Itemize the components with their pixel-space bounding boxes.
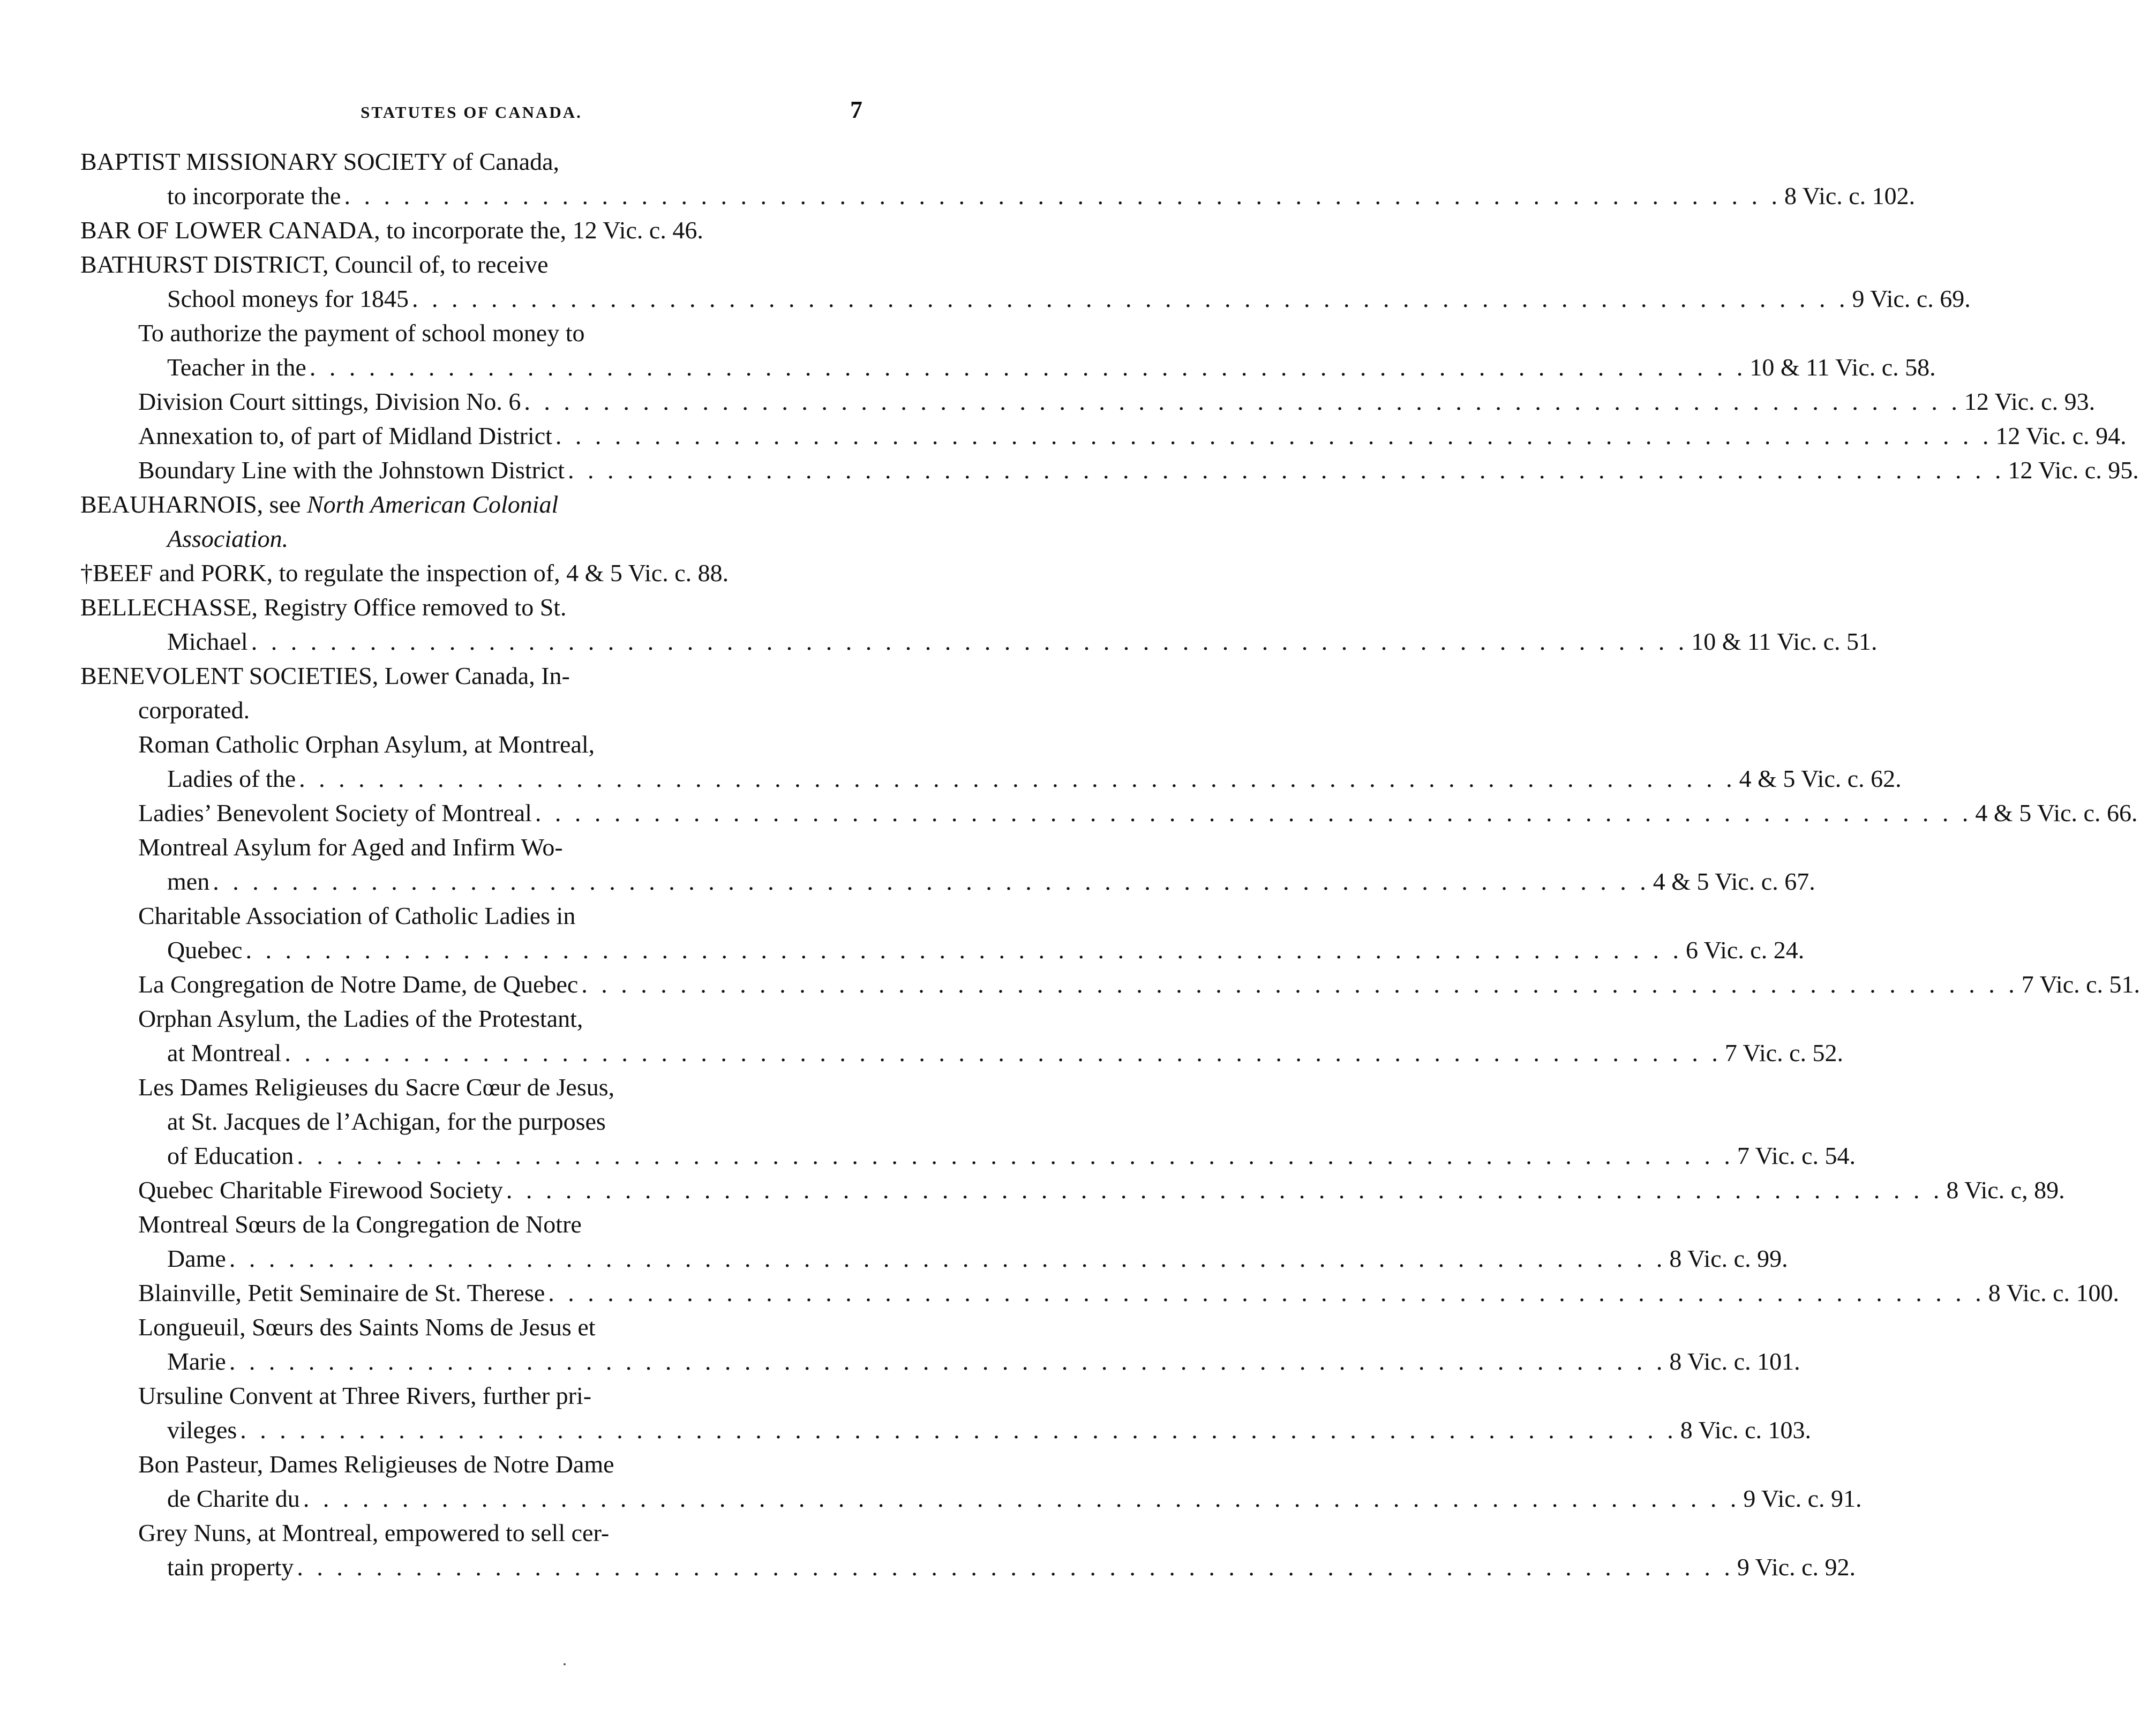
index-entry-line (80, 1070, 862, 1104)
index-entry-line (80, 350, 1936, 385)
entry-citation: 8 Vic. c, 89. (1946, 1176, 2065, 1204)
entry-text: Quebec Charitable Firewood Society (138, 1176, 503, 1204)
entry-text: Teacher in the (167, 354, 306, 381)
leader-dots: . . . . . . . . . . . . . . . . . . . . . . . . . . . . . . . . . . . . . . . . . . . . . . . . . . . . . . . . . . . . . . . . . . . . . . . . . (299, 765, 1736, 792)
index-entry-line (80, 762, 1902, 796)
entry-citation: 8 Vic. c. 103. (1680, 1416, 1812, 1444)
entry-text: Grey Nuns, at Montreal, empowered to sell cer- (138, 1519, 610, 1546)
entry-text: Charitable Association of Catholic Ladies in (138, 902, 576, 929)
entry-text: Montreal Sœurs de la Congregation de Notre (138, 1211, 582, 1238)
index-entry-line (80, 727, 862, 762)
entry-citation: 9 Vic. c. 92. (1737, 1553, 1856, 1581)
index-entry-line (80, 419, 2127, 453)
index-entry-line (80, 659, 862, 693)
index-entry-line (80, 933, 1805, 967)
entry-text: men (167, 868, 210, 895)
index-entry-line (80, 247, 862, 282)
entry-text: Longueuil, Sœurs des Saints Noms de Jesus et (138, 1313, 596, 1341)
index-entry-line (80, 145, 862, 179)
printer-speck (564, 1663, 566, 1665)
entry-text: Orphan Asylum, the Ladies of the Protestant, (138, 1005, 583, 1032)
running-head (80, 95, 862, 127)
entry-text: Annexation to, of part of Midland District (138, 422, 552, 449)
entry-text: Quebec (167, 936, 243, 964)
leader-dots: . . . . . . . . . . . . . . . . . . . . . . . . . . . . . . . . . . . . . . . . . . . . . . . . . . . . . . . . . . . . . . . . . . . . . . . . . (548, 1279, 1985, 1306)
index-entry-line (80, 1104, 862, 1139)
entry-heading: BELLECHASSE, Registry Office removed to St. (80, 593, 567, 621)
entry-citation: 8 Vic. c. 102. (1784, 182, 1916, 209)
entry-citation: 9 Vic. c. 91. (1743, 1485, 1862, 1512)
entry-text: at Montreal (167, 1039, 282, 1066)
leader-dots: . . . . . . . . . . . . . . . . . . . . . . . . . . . . . . . . . . . . . . . . . . . . . . . . . . . . . . . . . . . . . . . . . . . . . . . . . (245, 936, 1683, 964)
entry-text: Dame (167, 1245, 226, 1272)
entry-text: Roman Catholic Orphan Asylum, at Montreal, (138, 731, 595, 758)
index-entry-line (80, 830, 862, 865)
index-entry-line (80, 1139, 1856, 1173)
leader-dots: . . . . . . . . . . . . . . . . . . . . . . . . . . . . . . . . . . . . . . . . . . . . . . . . . . . . . . . . . . . . . . . . . . . . . . . . . (251, 628, 1688, 655)
index-entry-line (80, 1207, 862, 1242)
entry-citation: 4 & 5 Vic. c. 66. (1975, 799, 2138, 826)
entry-text: Ladies’ Benevolent Society of Montreal (138, 799, 532, 826)
entry-text: Boundary Line with the Johnstown District (138, 456, 565, 484)
entry-text: La Congregation de Notre Dame, de Quebec (138, 971, 579, 998)
leader-dots: . . . . . . . . . . . . . . . . . . . . . . . . . . . . . . . . . . . . . . . . . . . . . . . . . . . . . . . . . . . . . . . . . . . . . . . . . (555, 422, 1993, 449)
entry-reference: North American Colonial (306, 491, 559, 518)
entry-citation: 10 & 11 Vic. c. 51. (1691, 628, 1878, 655)
index-entry-line (80, 796, 2138, 830)
index-entry-line (80, 1036, 1844, 1070)
entry-citation: 8 Vic. c. 99. (1669, 1245, 1788, 1272)
entry-text: Marie (167, 1348, 226, 1375)
entry-text: Ursuline Convent at Three Rivers, further pri- (138, 1382, 592, 1409)
index-entries (80, 145, 2140, 1584)
leader-dots: . . . . . . . . . . . . . . . . . . . . . . . . . . . . . . . . . . . . . . . . . . . . . . . . . . . . . . . . . . . . . . . . . . . . . . . . . (297, 1553, 1734, 1581)
index-entry-line (80, 1310, 862, 1344)
index-entry-line (80, 453, 2139, 487)
leader-dots: . . . . . . . . . . . . . . . . . . . . . . . . . . . . . . . . . . . . . . . . . . . . . . . . . . . . . . . . . . . . . . . . . . . . . . . . . (303, 1485, 1740, 1512)
entry-citation: 10 & 11 Vic. c. 58. (1749, 354, 1936, 381)
index-entry-line (80, 899, 862, 933)
entry-citation: 7 Vic. c. 52. (1724, 1039, 1844, 1066)
entry-citation: 12 Vic. c. 95. (2008, 456, 2139, 484)
leader-dots: . . . . . . . . . . . . . . . . . . . . . . . . . . . . . . . . . . . . . . . . . . . . . . . . . . . . . . . . . . . . . . . . . . . . . . . . . (229, 1245, 1666, 1272)
index-entry-line (80, 1276, 2120, 1310)
entry-heading: †BEEF and PORK, to regulate the inspection of, 4 & 5 Vic. c. 88. (80, 559, 729, 587)
entry-heading: BEAUHARNOIS, see (80, 491, 307, 518)
entry-text: at St. Jacques de l’Achigan, for the purposes (167, 1108, 606, 1135)
entry-text: to incorporate the (167, 182, 341, 209)
index-entry-line (80, 282, 1971, 316)
entry-reference: Association. (167, 525, 289, 552)
leader-dots: . . . . . . . . . . . . . . . . . . . . . . . . . . . . . . . . . . . . . . . . . . . . . . . . . . . . . . . . . . . . . . . . . . . . . . . . . (567, 456, 2005, 484)
entry-citation: 4 & 5 Vic. c. 67. (1653, 868, 1815, 895)
index-entry-line (80, 1413, 1812, 1447)
entry-citation: 8 Vic. c. 100. (1988, 1279, 2120, 1306)
leader-dots: . . . . . . . . . . . . . . . . . . . . . . . . . . . . . . . . . . . . . . . . . . . . . . . . . . . . . . . . . . . . . . . . . . . . . . . . . (309, 354, 1747, 381)
index-entry-line (80, 556, 862, 590)
entry-text: corporated. (138, 696, 250, 724)
entry-heading: BAR OF LOWER CANADA, to incorporate the, 12 Vic. c. 46. (80, 216, 703, 244)
index-entry-line (80, 1447, 862, 1482)
entry-heading: BAPTIST MISSIONARY SOCIETY of Canada, (80, 148, 560, 175)
index-entry-line (80, 1379, 862, 1413)
leader-dots: . . . . . . . . . . . . . . . . . . . . . . . . . . . . . . . . . . . . . . . . . . . . . . . . . . . . . . . . . . . . . . . . . . . . . . . . . (524, 388, 1961, 415)
entry-citation: 12 Vic. c. 94. (1995, 422, 2127, 449)
index-entry-line (80, 1550, 1856, 1584)
index-entry-line (80, 1344, 1800, 1379)
entry-text: School moneys for 1845 (167, 285, 409, 312)
index-entry-line (80, 213, 862, 247)
leader-dots: . . . . . . . . . . . . . . . . . . . . . . . . . . . . . . . . . . . . . . . . . . . . . . . . . . . . . . . . . . . . . . . . . . . . . . . . . (412, 285, 1849, 312)
leader-dots: . . . . . . . . . . . . . . . . . . . . . . . . . . . . . . . . . . . . . . . . . . . . . . . . . . . . . . . . . . . . . . . . . . . . . . . . . (213, 868, 1650, 895)
index-entry-line (80, 1482, 1862, 1516)
leader-dots: . . . . . . . . . . . . . . . . . . . . . . . . . . . . . . . . . . . . . . . . . . . . . . . . . . . . . . . . . . . . . . . . . . . . . . . . . (506, 1176, 1943, 1204)
running-title: STATUTES OF CANADA. (361, 103, 582, 122)
entry-citation: 7 Vic. c. 54. (1737, 1142, 1856, 1169)
entry-text: Michael (167, 628, 248, 655)
entry-citation: 9 Vic. c. 69. (1852, 285, 1971, 312)
page-number: 7 (850, 96, 862, 123)
entry-text: Division Court sittings, Division No. 6 (138, 388, 521, 415)
leader-dots: . . . . . . . . . . . . . . . . . . . . . . . . . . . . . . . . . . . . . . . . . . . . . . . . . . . . . . . . . . . . . . . . . . . . . . . . . (297, 1142, 1734, 1169)
index-entry-line (80, 625, 1878, 659)
index-entry-line (80, 522, 862, 556)
entry-text: Montreal Asylum for Aged and Infirm Wo- (138, 833, 563, 861)
leader-dots: . . . . . . . . . . . . . . . . . . . . . . . . . . . . . . . . . . . . . . . . . . . . . . . . . . . . . . . . . . . . . . . . . . . . . . . . . (284, 1039, 1722, 1066)
index-entry-line (80, 1173, 2065, 1207)
leader-dots: . . . . . . . . . . . . . . . . . . . . . . . . . . . . . . . . . . . . . . . . . . . . . . . . . . . . . . . . . . . . . . . . . . . . . . . . . (240, 1416, 1677, 1444)
entry-text: Bon Pasteur, Dames Religieuses de Notre Dame (138, 1451, 614, 1478)
entry-citation: 12 Vic. c. 93. (1964, 388, 2096, 415)
entry-text: tain property (167, 1553, 294, 1581)
entry-text: of Education (167, 1142, 294, 1169)
index-entry-line (80, 316, 862, 350)
entry-citation: 4 & 5 Vic. c. 62. (1739, 765, 1902, 792)
leader-dots: . . . . . . . . . . . . . . . . . . . . . . . . . . . . . . . . . . . . . . . . . . . . . . . . . . . . . . . . . . . . . . . . . . . . . . . . . (229, 1348, 1666, 1375)
index-entry-line (80, 967, 2140, 1002)
index-entry-line (80, 179, 1916, 213)
entry-text: Ladies of the (167, 765, 296, 792)
index-entry-line (80, 1516, 862, 1550)
entry-heading: BATHURST DISTRICT, Council of, to receive (80, 251, 549, 278)
leader-dots: . . . . . . . . . . . . . . . . . . . . . . . . . . . . . . . . . . . . . . . . . . . . . . . . . . . . . . . . . . . . . . . . . . . . . . . . . (581, 971, 2018, 998)
index-entry-line (80, 1242, 1788, 1276)
index-entry-line (80, 1002, 862, 1036)
entry-text: de Charite du (167, 1485, 300, 1512)
index-entry-line (80, 590, 862, 625)
entry-text: To authorize the payment of school money to (138, 319, 585, 347)
entry-citation: 6 Vic. c. 24. (1685, 936, 1805, 964)
index-entry-line (80, 693, 862, 727)
leader-dots: . . . . . . . . . . . . . . . . . . . . . . . . . . . . . . . . . . . . . . . . . . . . . . . . . . . . . . . . . . . . . . . . . . . . . . . . . (535, 799, 1972, 826)
entry-citation: 7 Vic. c. 51. (2021, 971, 2140, 998)
entry-text: vileges (167, 1416, 237, 1444)
entry-text: Les Dames Religieuses du Sacre Cœur de Jesus, (138, 1073, 615, 1101)
index-entry-line (80, 385, 2096, 419)
entry-text: Blainville, Petit Seminaire de St. Therese (138, 1279, 545, 1306)
entry-heading: BENEVOLENT SOCIETIES, Lower Canada, In- (80, 662, 570, 689)
entry-citation: 8 Vic. c. 101. (1669, 1348, 1800, 1375)
leader-dots: . . . . . . . . . . . . . . . . . . . . . . . . . . . . . . . . . . . . . . . . . . . . . . . . . . . . . . . . . . . . . . . . . . . . . . . . . (344, 182, 1781, 209)
index-entry-line (80, 865, 1815, 899)
index-entry-line (80, 487, 862, 522)
